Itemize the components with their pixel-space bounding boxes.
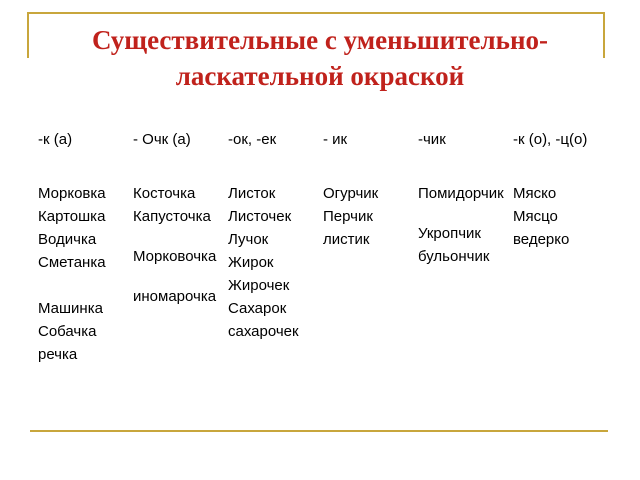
frame-bottom-line: [30, 430, 608, 432]
table-cell-k-a: [38, 185, 128, 369]
word-item: Листочек: [228, 208, 292, 225]
word-item: ведерко: [513, 231, 570, 248]
word-item: Помидорчик: [418, 185, 504, 202]
word-item: Капусточка: [133, 208, 211, 225]
column-header: - ик: [323, 131, 348, 148]
word-item: [38, 277, 128, 300]
table-cell-chik: [418, 185, 508, 288]
word-item: Машинка: [38, 300, 103, 317]
frame-top-line: [27, 12, 605, 14]
word-item: Укропчик: [418, 225, 481, 242]
column-header: -ок, -ек: [228, 131, 277, 148]
column-header: -к (о), -ц(о): [513, 131, 588, 148]
word-item: Жирок: [228, 254, 274, 271]
slide-title: Существительные с уменьшительно-ласкательной окраской: [91, 25, 549, 91]
table-cell-ok-ek: [228, 185, 318, 363]
word-item: Мясцо: [513, 208, 558, 225]
word-item: Лучок: [228, 231, 269, 248]
column-header: -к (а): [38, 131, 73, 148]
word-item: Жирочек: [228, 277, 290, 294]
word-item: Сметанка: [38, 254, 106, 271]
word-item: Перчик: [323, 208, 373, 225]
word-item: Морковка: [38, 185, 106, 202]
word-item: Косточка: [133, 185, 196, 202]
word-item: Огурчик: [323, 185, 379, 202]
word-item: бульончик: [418, 248, 490, 265]
frame-left-line: [27, 12, 29, 58]
table-cell-ko-tso: [513, 185, 593, 254]
table-cell-ik: [323, 185, 413, 254]
word-item: Собачка: [38, 323, 97, 340]
word-item: Картошка: [38, 208, 106, 225]
word-item: Листок: [228, 185, 276, 202]
frame-right-line: [603, 12, 605, 58]
word-item: Водичка: [38, 231, 97, 248]
column-header: -чик: [418, 131, 446, 148]
word-item: сахарочек: [228, 323, 299, 340]
word-item: речка: [38, 346, 78, 363]
word-item: Мяско: [513, 185, 557, 202]
table-cell-ochk-a: [133, 185, 223, 328]
word-item: листик: [323, 231, 370, 248]
word-item: Сахарок: [228, 300, 287, 317]
word-item: Морковочка: [133, 248, 217, 265]
word-item: иномарочка: [133, 288, 217, 305]
column-header: - Очк (а): [133, 131, 191, 148]
